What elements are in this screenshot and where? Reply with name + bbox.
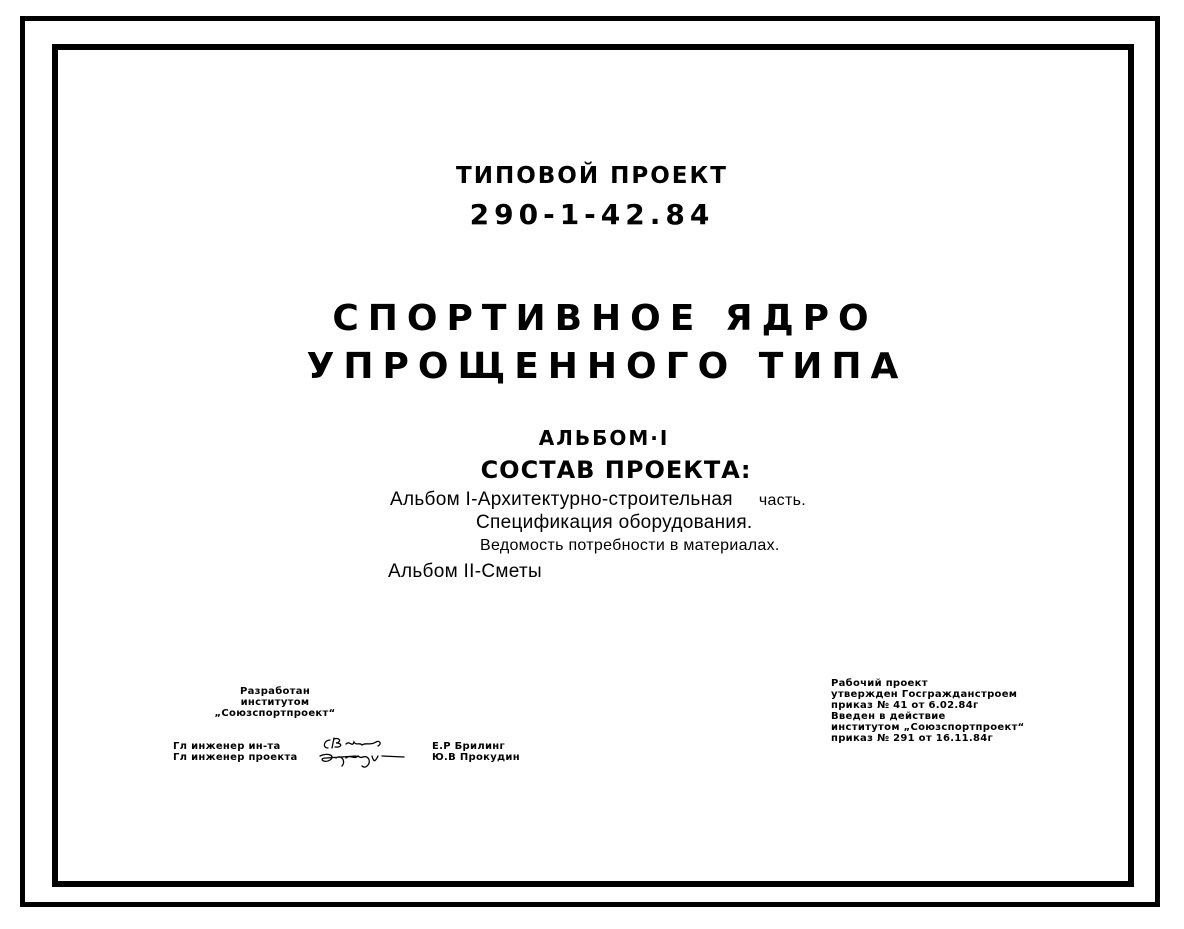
composition-line-1-tail: часть. (758, 492, 806, 509)
composition-line-1-text: Альбом I-Архитектурно-строительная (390, 489, 733, 510)
composition-line-1 (390, 489, 806, 511)
project-series: ТИПОВОЙ ПРОЕКТ (456, 163, 728, 189)
composition-line-3: Ведомость потребности в материалах. (480, 537, 780, 554)
project-number: 290-1-42.84 (469, 198, 715, 231)
name-brilling: Е.Р Брилинг (432, 741, 505, 752)
developer-line-3: „Союзспортпроект“ (214, 708, 336, 719)
composition-line-2: Спецификация оборудования. (476, 512, 753, 533)
composition-heading: СОСТАВ ПРОЕКТА: (480, 456, 752, 484)
handwritten-signatures (316, 734, 406, 774)
approval-line-1: Рабочий проект (831, 678, 928, 689)
name-prokudin: Ю.В Прокудин (432, 752, 520, 763)
approval-line-6: приказ № 291 от 16.11.84г (831, 733, 993, 744)
title-line-1: СПОРТИВНОЕ ЯДРО (332, 298, 878, 339)
developer-line-1: Разработан (239, 686, 311, 697)
developer-line-2: институтом (240, 697, 310, 708)
title-line-2: УПРОЩЕННОГО ТИПА (306, 346, 908, 387)
role-chief-engineer-institute: Гл инженер ин-та (173, 741, 281, 752)
role-chief-engineer-project: Гл инженер проекта (173, 752, 298, 763)
developer-block (180, 686, 370, 719)
signatory-names (432, 741, 520, 763)
approval-line-4: Введен в действие (831, 711, 946, 722)
signatory-roles (173, 741, 298, 763)
approval-line-2: утвержден Госгражданстроем (831, 689, 1018, 700)
approval-block (831, 678, 1025, 744)
composition-line-4: Альбом II-Сметы (388, 561, 542, 582)
approval-line-5: институтом „Союзспортпроект“ (831, 722, 1025, 733)
approval-line-3: приказ № 41 от 6.02.84г (831, 700, 979, 711)
album-label: АЛЬБОМ·I (538, 426, 670, 450)
